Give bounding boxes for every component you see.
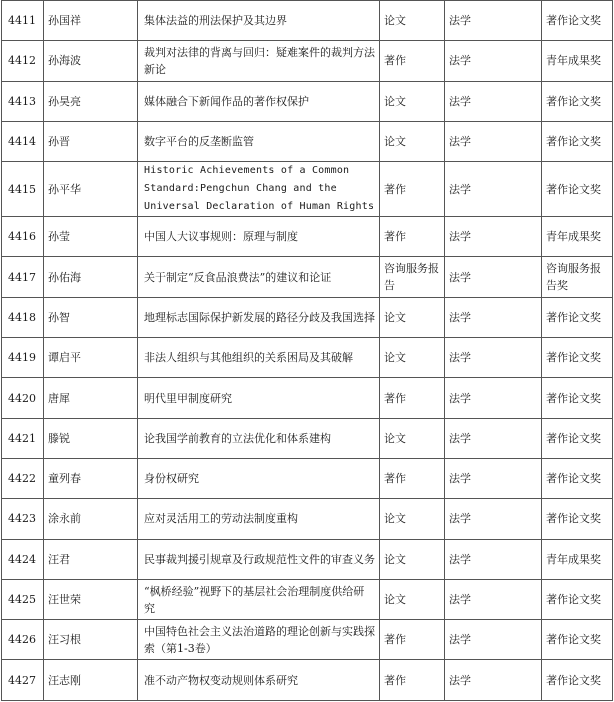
work-title-cell: Historic Achievements of a Common Standard:Pengchun Chang and the Universal Declaration of Human Rights xyxy=(138,162,380,217)
discipline-cell: 法学 xyxy=(445,458,542,498)
discipline-cell: 法学 xyxy=(445,660,542,700)
work-type-cell: 著作 xyxy=(380,217,445,257)
table-row xyxy=(2,162,613,217)
discipline-cell: 法学 xyxy=(445,418,542,458)
table-row xyxy=(2,81,613,121)
row-number-cell: 4415 xyxy=(2,162,44,217)
award-category-cell: 著作论文奖 xyxy=(542,579,613,619)
award-category-cell: 青年成果奖 xyxy=(542,41,613,81)
table-row xyxy=(2,41,613,81)
work-type-cell: 论文 xyxy=(380,418,445,458)
discipline-cell: 法学 xyxy=(445,499,542,539)
work-title-cell: 民事裁判援引规章及行政规范性文件的审查义务 xyxy=(138,539,380,579)
discipline-cell: 法学 xyxy=(445,257,542,297)
row-number-cell: 4422 xyxy=(2,458,44,498)
table-row xyxy=(2,121,613,161)
award-category-cell: 著作论文奖 xyxy=(542,162,613,217)
discipline-cell: 法学 xyxy=(445,41,542,81)
award-category-cell: 著作论文奖 xyxy=(542,338,613,378)
work-title-cell: 应对灵活用工的劳动法制度重构 xyxy=(138,499,380,539)
work-type-cell: 论文 xyxy=(380,499,445,539)
row-number-cell: 4424 xyxy=(2,539,44,579)
work-title-cell: 中国人大议事规则：原理与制度 xyxy=(138,217,380,257)
award-category-cell: 著作论文奖 xyxy=(542,297,613,337)
table-row xyxy=(2,297,613,337)
award-category-cell: 著作论文奖 xyxy=(542,418,613,458)
work-title-cell: 集体法益的刑法保护及其边界 xyxy=(138,1,380,41)
row-number-cell: 4425 xyxy=(2,579,44,619)
work-type-cell: 著作 xyxy=(380,458,445,498)
discipline-cell: 法学 xyxy=(445,378,542,418)
work-type-cell: 论文 xyxy=(380,1,445,41)
work-title-cell: 论我国学前教育的立法优化和体系建构 xyxy=(138,418,380,458)
author-name-cell: 童列春 xyxy=(44,458,138,498)
discipline-cell: 法学 xyxy=(445,338,542,378)
author-name-cell: 孙昊亮 xyxy=(44,81,138,121)
award-category-cell: 青年成果奖 xyxy=(542,217,613,257)
table-row xyxy=(2,620,613,660)
row-number-cell: 4417 xyxy=(2,257,44,297)
work-title-cell: 数字平台的反垄断监管 xyxy=(138,121,380,161)
author-name-cell: 谭启平 xyxy=(44,338,138,378)
award-category-cell: 著作论文奖 xyxy=(542,378,613,418)
work-title-cell: 地理标志国际保护新发展的路径分歧及我国选择 xyxy=(138,297,380,337)
work-type-cell: 著作 xyxy=(380,162,445,217)
author-name-cell: 孙海波 xyxy=(44,41,138,81)
row-number-cell: 4412 xyxy=(2,41,44,81)
award-category-cell: 咨询服务报告奖 xyxy=(542,257,613,297)
row-number-cell: 4427 xyxy=(2,660,44,700)
author-name-cell: 汪习根 xyxy=(44,620,138,660)
work-title-cell: 中国特色社会主义法治道路的理论创新与实践探索（第1-3卷） xyxy=(138,620,380,660)
author-name-cell: 汪志刚 xyxy=(44,660,138,700)
row-number-cell: 4416 xyxy=(2,217,44,257)
table-row xyxy=(2,458,613,498)
author-name-cell: 涂永前 xyxy=(44,499,138,539)
work-type-cell: 著作 xyxy=(380,41,445,81)
work-type-cell: 论文 xyxy=(380,539,445,579)
award-category-cell: 著作论文奖 xyxy=(542,458,613,498)
work-title-cell: 准不动产物权变动规则体系研究 xyxy=(138,660,380,700)
discipline-cell: 法学 xyxy=(445,539,542,579)
work-title-cell: 明代里甲制度研究 xyxy=(138,378,380,418)
row-number-cell: 4420 xyxy=(2,378,44,418)
award-category-cell: 著作论文奖 xyxy=(542,620,613,660)
work-type-cell: 咨询服务报告 xyxy=(380,257,445,297)
work-type-cell: 著作 xyxy=(380,378,445,418)
row-number-cell: 4419 xyxy=(2,338,44,378)
discipline-cell: 法学 xyxy=(445,579,542,619)
author-name-cell: 滕锐 xyxy=(44,418,138,458)
row-number-cell: 4426 xyxy=(2,620,44,660)
work-type-cell: 论文 xyxy=(380,338,445,378)
discipline-cell: 法学 xyxy=(445,1,542,41)
award-category-cell: 著作论文奖 xyxy=(542,121,613,161)
table-row xyxy=(2,499,613,539)
work-type-cell: 论文 xyxy=(380,121,445,161)
table-body xyxy=(2,1,613,701)
table-row xyxy=(2,378,613,418)
discipline-cell: 法学 xyxy=(445,162,542,217)
row-number-cell: 4418 xyxy=(2,297,44,337)
work-title-cell: 裁判对法律的背离与回归：疑难案件的裁判方法新论 xyxy=(138,41,380,81)
author-name-cell: 孙佑海 xyxy=(44,257,138,297)
work-type-cell: 论文 xyxy=(380,579,445,619)
work-title-cell: 身份权研究 xyxy=(138,458,380,498)
discipline-cell: 法学 xyxy=(445,81,542,121)
table-row xyxy=(2,338,613,378)
author-name-cell: 孙晋 xyxy=(44,121,138,161)
table-row xyxy=(2,217,613,257)
award-category-cell: 著作论文奖 xyxy=(542,1,613,41)
table-row xyxy=(2,579,613,619)
discipline-cell: 法学 xyxy=(445,121,542,161)
award-category-cell: 著作论文奖 xyxy=(542,660,613,700)
award-category-cell: 著作论文奖 xyxy=(542,81,613,121)
table-row xyxy=(2,660,613,700)
row-number-cell: 4421 xyxy=(2,418,44,458)
author-name-cell: 唐犀 xyxy=(44,378,138,418)
table-row xyxy=(2,418,613,458)
author-name-cell: 汪君 xyxy=(44,539,138,579)
table-row xyxy=(2,257,613,297)
row-number-cell: 4414 xyxy=(2,121,44,161)
author-name-cell: 孙国祥 xyxy=(44,1,138,41)
author-name-cell: 孙智 xyxy=(44,297,138,337)
row-number-cell: 4411 xyxy=(2,1,44,41)
work-title-cell: 非法人组织与其他组织的关系困局及其破解 xyxy=(138,338,380,378)
work-title-cell: “枫桥经验”视野下的基层社会治理制度供给研究 xyxy=(138,579,380,619)
author-name-cell: 汪世荣 xyxy=(44,579,138,619)
discipline-cell: 法学 xyxy=(445,297,542,337)
work-title-cell: 关于制定“反食品浪费法”的建议和论证 xyxy=(138,257,380,297)
discipline-cell: 法学 xyxy=(445,217,542,257)
awards-table xyxy=(1,0,613,701)
award-category-cell: 青年成果奖 xyxy=(542,539,613,579)
work-type-cell: 论文 xyxy=(380,297,445,337)
table-row xyxy=(2,539,613,579)
author-name-cell: 孙莹 xyxy=(44,217,138,257)
work-type-cell: 论文 xyxy=(380,81,445,121)
discipline-cell: 法学 xyxy=(445,620,542,660)
row-number-cell: 4413 xyxy=(2,81,44,121)
work-type-cell: 著作 xyxy=(380,620,445,660)
award-category-cell: 著作论文奖 xyxy=(542,499,613,539)
author-name-cell: 孙平华 xyxy=(44,162,138,217)
table-row xyxy=(2,1,613,41)
work-type-cell: 著作 xyxy=(380,660,445,700)
row-number-cell: 4423 xyxy=(2,499,44,539)
work-title-cell: 媒体融合下新闻作品的著作权保护 xyxy=(138,81,380,121)
